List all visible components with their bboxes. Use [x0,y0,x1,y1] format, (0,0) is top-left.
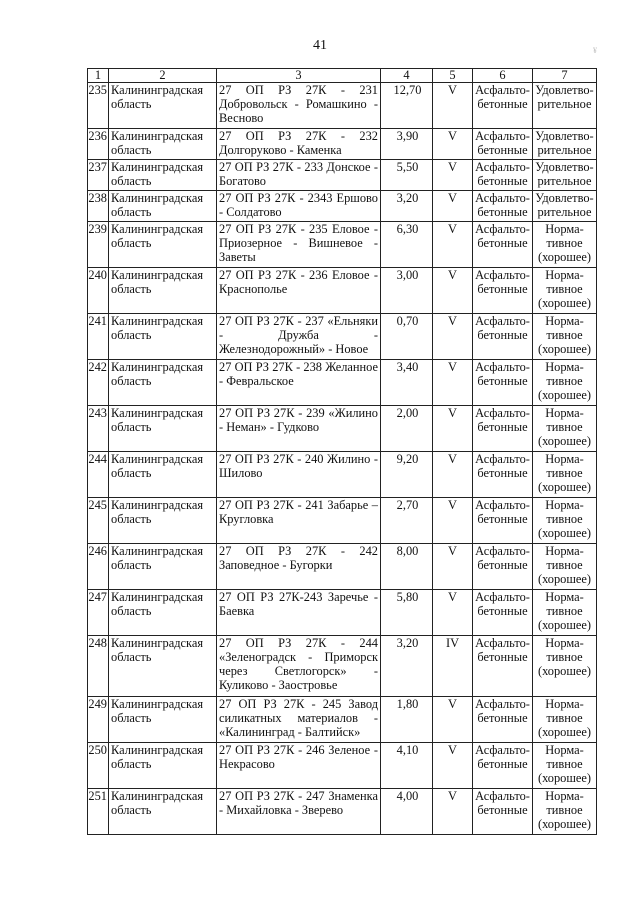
table-row [88,406,597,452]
length-cell: 4,10 [381,743,433,789]
row-number: 239 [88,222,109,268]
surface-cell: Асфальто-бетонные [473,129,533,160]
category-cell: V [433,789,473,835]
category-cell: V [433,222,473,268]
table-row [88,360,597,406]
row-number: 242 [88,360,109,406]
road-name-cell: 27 ОП РЗ 27К - 235 Еловое - Приозерное - Вишневое - Заветы [217,222,381,268]
condition-cell: Норма-тивное (хорошее) [533,222,597,268]
row-number: 238 [88,191,109,222]
header-cell-7: 7 [533,69,597,83]
road-name-cell: 27 ОП РЗ 27К - 241 Забарье – Кругловка [217,498,381,544]
region-cell: Калининградская область [109,360,217,406]
table-row [88,498,597,544]
table-row [88,636,597,697]
condition-cell: Норма-тивное (хорошее) [533,789,597,835]
road-name-cell: 27 ОП РЗ 27К - 240 Жилино - Шилово [217,452,381,498]
category-cell: V [433,360,473,406]
row-number: 250 [88,743,109,789]
road-name-cell: 27 ОП РЗ 27К - 238 Желанное - Февральское [217,360,381,406]
condition-cell: Удовлетво-рительное [533,160,597,191]
category-cell: V [433,498,473,544]
region-cell: Калининградская область [109,83,217,129]
length-cell: 6,30 [381,222,433,268]
region-cell: Калининградская область [109,452,217,498]
region-cell: Калининградская область [109,191,217,222]
table-row [88,789,597,835]
length-cell: 1,80 [381,697,433,743]
condition-cell: Норма-тивное (хорошее) [533,636,597,697]
road-name-cell: 27 ОП РЗ 27К - 2343 Ершово - Солдатово [217,191,381,222]
surface-cell: Асфальто-бетонные [473,83,533,129]
condition-cell: Норма-тивное (хорошее) [533,360,597,406]
region-cell: Калининградская область [109,268,217,314]
header-row [88,69,597,83]
row-number: 251 [88,789,109,835]
region-cell: Калининградская область [109,590,217,636]
length-cell: 3,90 [381,129,433,160]
condition-cell: Удовлетво-рительное [533,83,597,129]
table-body [88,83,597,835]
condition-cell: Норма-тивное (хорошее) [533,406,597,452]
category-cell: V [433,129,473,160]
table-row [88,544,597,590]
condition-cell: Норма-тивное (хорошее) [533,697,597,743]
row-number: 244 [88,452,109,498]
region-cell: Калининградская область [109,160,217,191]
road-name-cell: 27 ОП РЗ 27К - 245 Завод силикатных материалов - «Калининград - Балтийск» [217,697,381,743]
header-cell-3: 3 [217,69,381,83]
header-cell-2: 2 [109,69,217,83]
category-cell: IV [433,636,473,697]
header-cell-1: 1 [88,69,109,83]
category-cell: V [433,268,473,314]
table-row [88,697,597,743]
road-name-cell: 27 ОП РЗ 27К - 247 Знаменка - Михайловка - Зверево [217,789,381,835]
row-number: 237 [88,160,109,191]
length-cell: 4,00 [381,789,433,835]
length-cell: 3,00 [381,268,433,314]
region-cell: Калининградская область [109,697,217,743]
table-row [88,160,597,191]
length-cell: 5,50 [381,160,433,191]
region-cell: Калининградская область [109,789,217,835]
table-row [88,314,597,360]
surface-cell: Асфальто-бетонные [473,314,533,360]
row-number: 249 [88,697,109,743]
condition-cell: Норма-тивное (хорошее) [533,498,597,544]
length-cell: 3,40 [381,360,433,406]
surface-cell: Асфальто-бетонные [473,406,533,452]
condition-cell: Норма-тивное (хорошее) [533,544,597,590]
surface-cell: Асфальто-бетонные [473,498,533,544]
row-number: 241 [88,314,109,360]
category-cell: V [433,697,473,743]
surface-cell: Асфальто-бетонные [473,544,533,590]
corner-mark: ¥ [593,46,597,55]
surface-cell: Асфальто-бетонные [473,160,533,191]
road-name-cell: 27 ОП РЗ 27К - 246 Зеленое - Некрасово [217,743,381,789]
surface-cell: Асфальто-бетонные [473,360,533,406]
category-cell: V [433,191,473,222]
table-row [88,129,597,160]
length-cell: 0,70 [381,314,433,360]
road-name-cell: 27 ОП РЗ 27К - 244 «Зеленоградск - Приморск через Светлогорск» - Куликово - Заостровье [217,636,381,697]
road-name-cell: 27 ОП РЗ 27К - 236 Еловое - Краснополье [217,268,381,314]
category-cell: V [433,160,473,191]
condition-cell: Норма-тивное (хорошее) [533,314,597,360]
condition-cell: Норма-тивное (хорошее) [533,590,597,636]
region-cell: Калининградская область [109,498,217,544]
length-cell: 12,70 [381,83,433,129]
length-cell: 2,70 [381,498,433,544]
row-number: 248 [88,636,109,697]
category-cell: V [433,743,473,789]
region-cell: Калининградская область [109,222,217,268]
condition-cell: Удовлетво-рительное [533,191,597,222]
length-cell: 3,20 [381,636,433,697]
length-cell: 8,00 [381,544,433,590]
page-number: 41 [313,38,327,53]
category-cell: V [433,83,473,129]
length-cell: 5,80 [381,590,433,636]
road-name-cell: 27 ОП РЗ 27К - 237 «Ельняки - Дружба - Железнодорожный» - Новое [217,314,381,360]
surface-cell: Асфальто-бетонные [473,789,533,835]
category-cell: V [433,314,473,360]
surface-cell: Асфальто-бетонные [473,636,533,697]
table-row [88,590,597,636]
condition-cell: Норма-тивное (хорошее) [533,743,597,789]
roads-table [87,68,597,835]
row-number: 235 [88,83,109,129]
road-name-cell: 27 ОП РЗ 27К - 231 Добровольск - Ромашкино - Весново [217,83,381,129]
region-cell: Калининградская область [109,743,217,789]
road-name-cell: 27 ОП РЗ 27К - 242 Заповедное - Бугорки [217,544,381,590]
surface-cell: Асфальто-бетонные [473,743,533,789]
region-cell: Калининградская область [109,129,217,160]
condition-cell: Норма-тивное (хорошее) [533,268,597,314]
condition-cell: Удовлетво-рительное [533,129,597,160]
region-cell: Калининградская область [109,544,217,590]
road-name-cell: 27 ОП РЗ 27К - 232 Долгоруково - Каменка [217,129,381,160]
table-row [88,268,597,314]
length-cell: 3,20 [381,191,433,222]
surface-cell: Асфальто-бетонные [473,590,533,636]
row-number: 246 [88,544,109,590]
header-cell-5: 5 [433,69,473,83]
length-cell: 9,20 [381,452,433,498]
region-cell: Калининградская область [109,406,217,452]
header-cell-6: 6 [473,69,533,83]
road-name-cell: 27 ОП РЗ 27К-243 Заречье - Баевка [217,590,381,636]
row-number: 245 [88,498,109,544]
region-cell: Калининградская область [109,636,217,697]
category-cell: V [433,452,473,498]
surface-cell: Асфальто-бетонные [473,268,533,314]
region-cell: Калининградская область [109,314,217,360]
category-cell: V [433,544,473,590]
row-number: 247 [88,590,109,636]
category-cell: V [433,590,473,636]
row-number: 240 [88,268,109,314]
table-row [88,222,597,268]
table-row [88,452,597,498]
road-name-cell: 27 ОП РЗ 27К - 233 Донское - Богатово [217,160,381,191]
surface-cell: Асфальто-бетонные [473,191,533,222]
surface-cell: Асфальто-бетонные [473,697,533,743]
table-row [88,83,597,129]
row-number: 243 [88,406,109,452]
row-number: 236 [88,129,109,160]
header-cell-4: 4 [381,69,433,83]
table-row [88,191,597,222]
condition-cell: Норма-тивное (хорошее) [533,452,597,498]
road-name-cell: 27 ОП РЗ 27К - 239 «Жилино - Неман» - Гудково [217,406,381,452]
table-row [88,743,597,789]
category-cell: V [433,406,473,452]
length-cell: 2,00 [381,406,433,452]
surface-cell: Асфальто-бетонные [473,452,533,498]
surface-cell: Асфальто-бетонные [473,222,533,268]
